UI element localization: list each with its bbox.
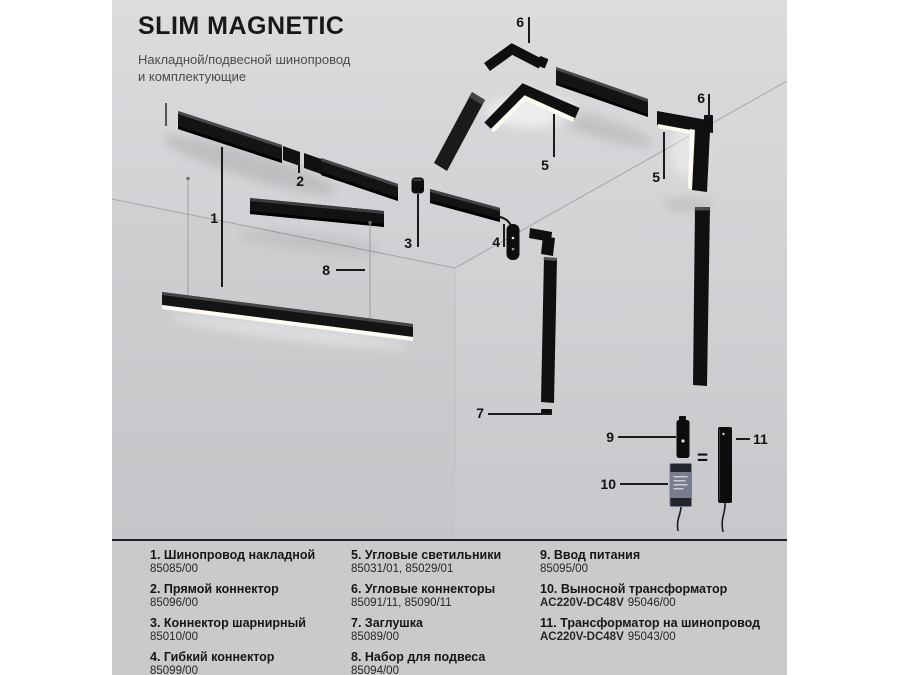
legend-item-title: 10. Выносной трансформатор	[540, 582, 728, 596]
callout-11: 11	[753, 431, 768, 447]
legend-item-code	[540, 631, 760, 644]
legend-column-2	[351, 548, 501, 675]
callout-line-5-mid	[553, 114, 555, 157]
page-subtitle	[138, 51, 350, 85]
legend-item-code	[540, 563, 760, 576]
legend-item-code-num: 95043/00	[627, 631, 676, 643]
callout-line-7	[488, 413, 552, 415]
callout-line-1	[221, 147, 223, 287]
legend-item-code-bold: AC220V-DC48V	[540, 597, 624, 609]
legend-item-title: 6. Угловые коннекторы	[351, 582, 496, 596]
callout-line-9	[618, 436, 676, 438]
callout-9: 9	[606, 429, 614, 445]
callout-line-3	[417, 194, 419, 247]
legend-item-title: 1. Шинопровод накладной	[150, 548, 316, 562]
legend-item	[150, 616, 315, 644]
callout-line-10	[620, 483, 668, 485]
legend-item	[150, 582, 315, 610]
legend-item-title: 3. Коннектор шарнирный	[150, 616, 306, 630]
flex-connector	[507, 224, 520, 260]
legend-item	[150, 548, 315, 576]
legend-item-code: 85091/11, 85090/11	[351, 597, 452, 609]
legend-panel	[112, 539, 787, 675]
legend-item	[150, 650, 315, 675]
legend-item-title: 5. Угловые светильники	[351, 548, 502, 562]
callout-8: 8	[322, 262, 330, 278]
legend-item-code: 85089/00	[351, 631, 399, 643]
subtitle-line-1: Накладной/подвесной шинопровод	[138, 52, 351, 67]
callout-2: 2	[296, 173, 304, 189]
legend-item	[351, 548, 501, 576]
callout-10: 10	[600, 476, 616, 492]
legend-item-title: 11. Трансформатор на шинопровод	[540, 616, 761, 630]
legend-item-code: 85031/01, 85029/01	[351, 563, 454, 575]
callout-line-5-right	[663, 132, 665, 179]
callout-line-8	[336, 269, 365, 271]
legend-item-code	[540, 597, 760, 610]
content-area	[112, 0, 787, 675]
legend-item-title: 2. Прямой коннектор	[150, 582, 279, 596]
callout-1: 1	[210, 210, 218, 226]
callout-6-mid: 6	[516, 14, 524, 30]
callout-line-6-right	[708, 94, 710, 119]
legend-item-title: 4. Гибкий коннектор	[150, 650, 275, 664]
callout-line-11	[736, 438, 750, 440]
page-title: SLIM MAGNETIC	[138, 12, 345, 40]
callout-4: 4	[492, 234, 500, 250]
callout-5-mid: 5	[541, 157, 549, 173]
legend-item-code-bold: AC220V-DC48V	[540, 631, 624, 643]
callout-5-right: 5	[652, 169, 660, 185]
legend-item-code: 85094/00	[351, 665, 399, 675]
legend-item	[351, 616, 501, 644]
callout-6-right: 6	[697, 90, 705, 106]
legend-item-code-num: 95046/00	[627, 597, 676, 609]
equals-sign: =	[697, 448, 709, 469]
legend-item	[540, 616, 760, 644]
legend-item-code: 85085/00	[150, 563, 198, 575]
power-input	[677, 416, 690, 458]
callout-3: 3	[404, 235, 412, 251]
legend-item-code-num: 85095/00	[540, 563, 588, 575]
legend-item-code: 85096/00	[150, 597, 198, 609]
hinge-connector	[412, 178, 425, 194]
legend-column-1	[150, 548, 315, 675]
callout-7: 7	[476, 405, 484, 421]
legend-item-title: 7. Заглушка	[351, 616, 423, 630]
legend-item	[540, 548, 760, 576]
callout-line-4	[503, 224, 505, 247]
legend-item	[351, 650, 501, 675]
legend-item-code: 85010/00	[150, 631, 198, 643]
subtitle-line-2: и комплектующие	[138, 69, 247, 84]
callout-line-6-mid	[528, 17, 530, 43]
legend-item-title: 8. Набор для подвеса	[351, 650, 486, 664]
legend-column-3	[540, 548, 760, 650]
legend-item-code: 85099/00	[150, 665, 198, 675]
header	[138, 12, 350, 85]
callout-line-2	[298, 159, 300, 173]
legend-item	[351, 582, 501, 610]
legend-item-title: 9. Ввод питания	[540, 548, 641, 562]
legend-item	[540, 582, 760, 610]
